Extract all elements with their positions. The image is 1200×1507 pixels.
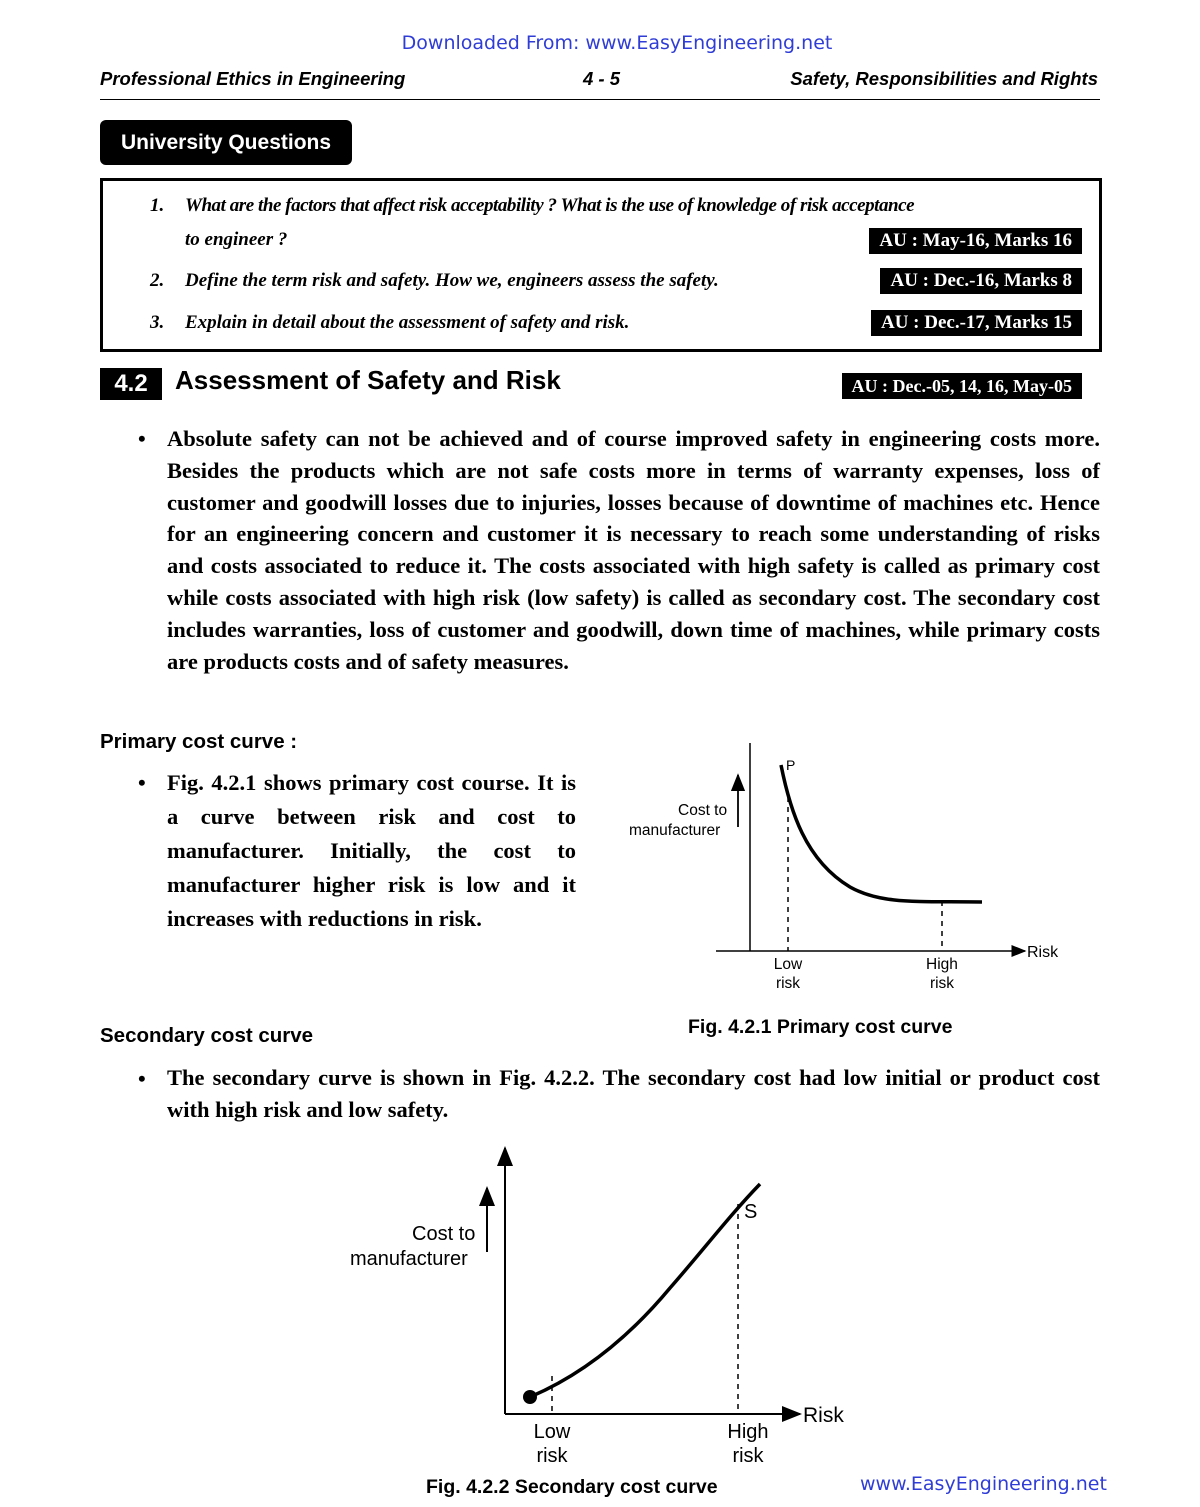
bullet-dot: • (138, 1066, 146, 1091)
primary-cost-curve (781, 765, 982, 902)
question-2-number: 2. (150, 270, 165, 291)
secondary-cost-curve (530, 1184, 760, 1397)
secondary-point-label: S (744, 1201, 758, 1223)
secondary-paragraph: The secondary curve is shown in Fig. 4.2.2. The secondary cost had low initial or product cost with high risk and low safety. (167, 1065, 1100, 1122)
secondary-high-label-line1: High (727, 1421, 769, 1443)
header-page-number: 4 - 5 (583, 68, 621, 89)
secondary-low-label-line1: Low (533, 1421, 571, 1443)
question-1-text-cont: to engineer ? (185, 229, 288, 250)
section-paragraph: Absolute safety can not be achieved and of course improved safety in engineering costs more. Besides the products which are not safe costs more in terms of warranty expenses, loss of customer and goodwill losses due to injuries, losses because of downtime of machines etc. Hence for an engineering concern and customer it is necessary to reach some understanding of risks and costs associated to reduce it. The costs associated with high safety is called as primary cost while costs associated with high risk (low safety) is called as secondary cost. The secondary cost includes warranties, loss of customer and goodwill, down time of machines, while primary costs are products costs and of safety measures. (167, 426, 1100, 674)
secondary-low-label-line2: risk (536, 1445, 568, 1467)
question-1-text: What are the factors that affect risk acceptability ? What is the use of knowledge of risk acceptance (185, 195, 915, 216)
question-1-au-tag: AU : May-16, Marks 16 (869, 228, 1082, 254)
secondary-high-label-line2: risk (732, 1445, 764, 1467)
primary-x-label: Risk (1027, 944, 1059, 961)
question-3-text: Explain in detail about the assessment of safety and risk. (185, 312, 630, 333)
secondary-y-label-line2: manufacturer (350, 1248, 468, 1270)
primary-high-label-line2: risk (929, 975, 955, 992)
bullet-dot: • (138, 426, 146, 451)
footer-website-link[interactable]: www.EasyEngineering.net (860, 1473, 1107, 1495)
primary-low-label-line2: risk (775, 975, 801, 992)
section-title: Assessment of Safety and Risk (175, 365, 561, 395)
primary-figure-caption: Fig. 4.2.1 Primary cost curve (688, 1016, 953, 1038)
university-questions-label: University Questions (100, 120, 352, 165)
question-1-number: 1. (150, 195, 165, 216)
secondary-x-label: Risk (803, 1404, 844, 1427)
primary-cost-figure (620, 735, 1080, 1000)
section-number: 4.2 (100, 368, 162, 400)
question-3-number: 3. (150, 312, 165, 333)
question-3-au-tag: AU : Dec.-17, Marks 15 (871, 310, 1082, 336)
header-divider (100, 99, 1100, 100)
header-chapter-title: Safety, Responsibilities and Rights (790, 68, 1098, 89)
primary-paragraph: Fig. 4.2.1 shows primary cost course. It is a curve between risk and cost to manufacturer. Initially, the cost to manufacturer higher risk is low and it increases with reductions in risk. (167, 770, 576, 931)
secondary-y-label-line1: Cost to (412, 1223, 476, 1245)
primary-high-label-line1: High (926, 956, 958, 973)
secondary-start-point (523, 1390, 537, 1404)
secondary-figure-caption: Fig. 4.2.2 Secondary cost curve (426, 1476, 718, 1498)
question-2-text: Define the term risk and safety. How we, engineers assess the safety. (185, 270, 719, 291)
question-2-au-tag: AU : Dec.-16, Marks 8 (880, 268, 1082, 294)
primary-cost-heading: Primary cost curve : (100, 730, 298, 753)
secondary-cost-heading: Secondary cost curve (100, 1024, 314, 1047)
primary-y-label-line1: Cost to (678, 802, 728, 819)
section-au-tag: AU : Dec.-05, 14, 16, May-05 (842, 373, 1082, 399)
primary-y-label-line2: manufacturer (629, 822, 721, 839)
primary-low-label-line1: Low (773, 956, 803, 973)
download-source-note[interactable]: Downloaded From: www.EasyEngineering.net (401, 32, 833, 54)
primary-point-label: P (786, 757, 796, 773)
header-book-title: Professional Ethics in Engineering (100, 68, 406, 89)
bullet-dot: • (138, 770, 146, 795)
secondary-cost-figure (340, 1140, 870, 1475)
